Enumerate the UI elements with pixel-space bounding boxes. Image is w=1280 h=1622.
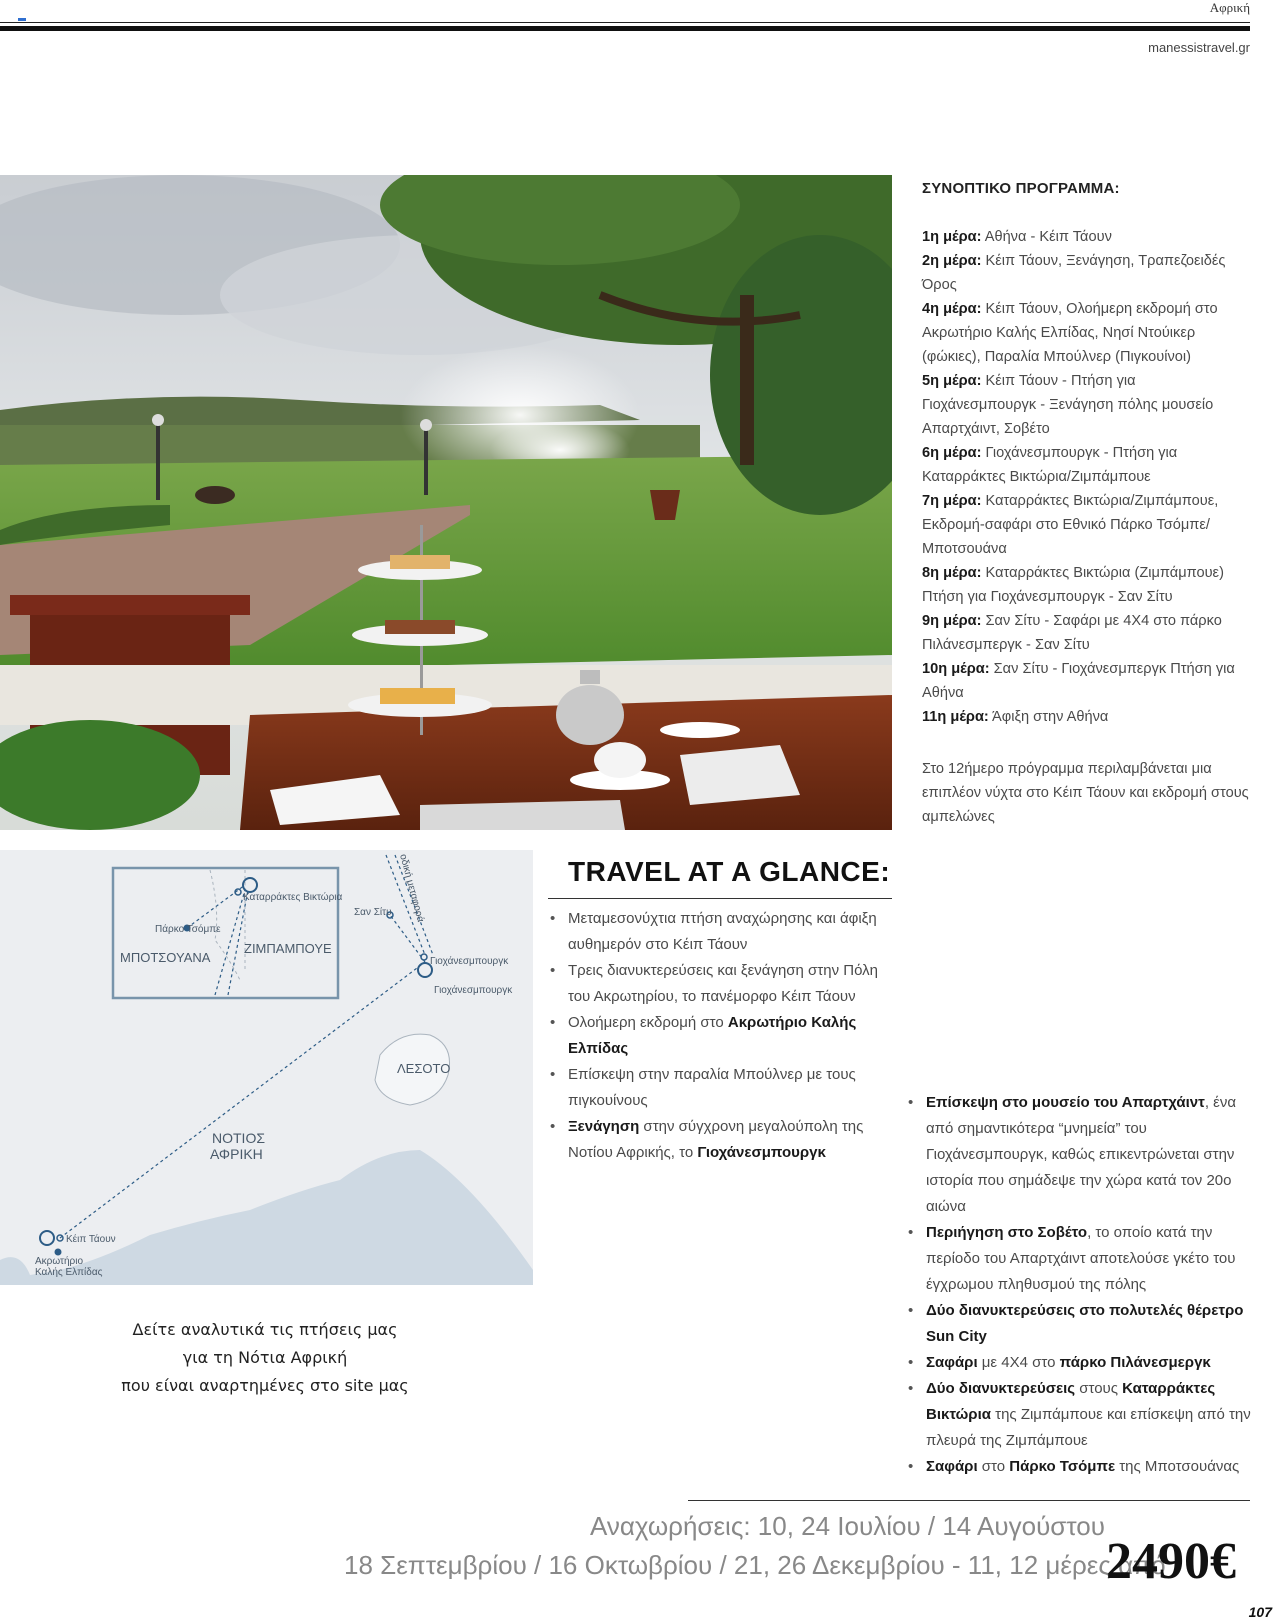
header-rule-thin — [0, 22, 1250, 23]
program-day-text: Άφιξη στην Αθήνα — [988, 709, 1109, 725]
header-mark — [18, 18, 26, 21]
glance-item-text: στους — [1075, 1380, 1123, 1397]
glance-item — [906, 1350, 1256, 1376]
map-label-south-africa-1: ΝΟΤΙΟΣ — [212, 1130, 265, 1146]
program-day-label: 11η μέρα: — [922, 709, 989, 725]
program-day-text: Σαν Σίτυ - Γιοχάνεσμπεργκ Πτήση για Αθήνα — [922, 661, 1235, 701]
glance-item — [548, 1010, 888, 1062]
program-day-label: 4η μέρα: — [922, 301, 982, 317]
program-day — [922, 489, 1252, 561]
map-label-road-transfer: οδική μεταφορά — [397, 852, 426, 924]
program-day-label: 6η μέρα: — [922, 445, 982, 461]
glance-item-highlight: Δύο διανυκτερεύσεις — [926, 1380, 1076, 1397]
program-day-label: 8η μέρα: — [922, 565, 982, 581]
program-day-text: Γιοχάνεσμπουργκ - Πτήση για Καταρράκτες Βικτώρια/Ζιμπάμπουε — [922, 445, 1178, 485]
flights-note-line-2: για τη Νότια Αφρική — [182, 1348, 348, 1367]
glance-item-text: , το οποίο κατά την περίοδο του Απαρτχάιντ αποτελούσε γκέτο του έγχρωμου πληθυσμού της πόλης — [926, 1224, 1236, 1293]
glance-item-highlight: Καταρράκτες Βικτώρια — [926, 1380, 1216, 1423]
glance-item — [906, 1454, 1256, 1480]
program-day-label: 5η μέρα: — [922, 373, 982, 389]
glance-item — [548, 958, 888, 1010]
glance-item-highlight: Ξενάγηση — [568, 1118, 640, 1135]
program-day — [922, 561, 1252, 609]
glance-item-text: Τρεις διανυκτερεύσεις και ξενάγηση στην Πόλη του Ακρωτηρίου, το πανέμορφο Κέιπ Τάουν — [568, 962, 878, 1005]
program-day-text: Καταρράκτες Βικτώρια (Ζιμπάμπουε) Πτήση για Γιοχάνεσμπουργκ - Σαν Σίτυ — [922, 565, 1224, 605]
glance-item — [548, 906, 888, 958]
program-title: ΣΥΝΟΠΤΙΚΟ ΠΡΟΓΡΑΜΜΑ: — [922, 180, 1120, 197]
program-day — [922, 225, 1252, 249]
glance-item-highlight: πάρκο Πιλάνεσμεργκ — [1059, 1354, 1211, 1371]
site-url: manessistravel.gr — [1148, 40, 1250, 55]
glance-item-text: στην σύγχρονη μεγαλούπολη της Νοτίου Αφρικής, το — [568, 1118, 864, 1161]
hotel-terrace-photo — [0, 175, 892, 830]
glance-list-left — [548, 906, 888, 1166]
section-title: Αφρική — [1209, 0, 1250, 15]
program-day-label: 1η μέρα: — [922, 229, 982, 245]
program-note: Στο 12ήμερο πρόγραμμα περιλαμβάνεται μια επιπλέον νύχτα στο Κέιπ Τάουν και εκδρομή στους αμπελώνες — [922, 761, 1249, 825]
map-label-cape-1: Ακρωτήριο — [35, 1256, 84, 1267]
header-rule-thick — [0, 26, 1250, 31]
program-day — [922, 297, 1252, 369]
glance-item-text: Επίσκεψη στην παραλία Μπούλνερ με τους πιγκουίνους — [568, 1066, 856, 1109]
glance-item-text: με 4Χ4 στο — [977, 1354, 1060, 1371]
glance-list-right — [906, 1090, 1256, 1480]
glance-item-highlight: Επίσκεψη στο μουσείο του Απαρτχάιντ — [926, 1094, 1205, 1111]
glance-item-highlight: Σαφάρι — [926, 1354, 978, 1371]
program-day-text: Κέιπ Τάουν, Ξενάγηση, Τραπεζοειδές Όρος — [922, 253, 1226, 293]
map-label-zimbabwe: ΖΙΜΠΑΜΠΟΥΕ — [244, 941, 332, 956]
glance-item-text: , ένα από σημαντικότερα “μνημεία” του Γιοχάνεσμπουργκ, καθώς επικεντρώνεται στην ιστορία που σημάδεψε την χώρα κατά τον 20ο αιώνα — [926, 1094, 1237, 1215]
map-label-capetown: Κέιπ Τάουν — [66, 1234, 116, 1245]
flights-note-line-3: που είναι αναρτημένες στο site μας — [121, 1376, 409, 1395]
program-day-label: 10η μέρα: — [922, 661, 990, 677]
page-number: 107 — [1248, 1604, 1272, 1620]
glance-item-text: Ολοήμερη εκδρομή στο — [568, 1014, 728, 1031]
glance-item-highlight: Περιήγηση στο Σοβέτο — [926, 1224, 1088, 1241]
glance-item-text: της Μποτσουάνας — [1115, 1458, 1240, 1475]
glance-item — [906, 1220, 1256, 1298]
map-label-lesotho: ΛΕΣΟΤΟ — [397, 1061, 451, 1076]
program-day-text: Κέιπ Τάουν - Πτήση για Γιοχάνεσμπουργκ - Ξενάγηση πόλης μουσείο Απαρτχάιντ, Σοβέτο — [922, 373, 1214, 437]
price: 2490€ — [1106, 1533, 1236, 1590]
map-label-south-africa-2: ΑΦΡΙΚΗ — [210, 1146, 263, 1162]
footer-rule — [688, 1500, 1250, 1501]
map-label-chobe: Πάρκο Τσόμπε — [155, 924, 221, 935]
glance-item — [906, 1090, 1256, 1220]
program-day — [922, 249, 1252, 297]
glance-title: TRAVEL AT A GLANCE: — [568, 856, 891, 887]
program-day — [922, 369, 1252, 441]
departures-line-2: 18 Σεπτεμβρίου / 16 Οκτωβρίου / 21, 26 Δεκεμβρίου - 11, 12 μέρες από — [344, 1550, 1166, 1580]
glance-item — [548, 1062, 888, 1114]
glance-item-text: στο — [977, 1458, 1010, 1475]
map-label-johannesburg-2: Γιοχάνεσμπουργκ — [434, 985, 513, 996]
glance-item-highlight: Ακρωτήριο Καλής Ελπίδας — [568, 1014, 857, 1057]
departures-line-1: Αναχωρήσεις: 10, 24 Ιουλίου / 14 Αυγούστου — [590, 1511, 1105, 1541]
program-day-text: Αθήνα - Κέιπ Τάουν — [981, 229, 1112, 245]
glance-item-text: Μεταμεσονύχτια πτήση αναχώρησης και άφιξη αυθημερόν στο Κέιπ Τάουν — [568, 910, 877, 953]
glance-item — [906, 1298, 1256, 1350]
program-day — [922, 657, 1252, 705]
program-day-text: Καταρράκτες Βικτώρια/Ζιμπάμπουε, Εκδρομή-σαφάρι στο Εθνικό Πάρκο Τσόμπε/ Μποτσουάνα — [922, 493, 1219, 557]
map-label-cape-2: Καλής Ελπίδας — [35, 1267, 103, 1278]
glance-item-highlight: Σαφάρι — [926, 1458, 978, 1475]
glance-item — [548, 1114, 888, 1166]
glance-item-highlight: Γιοχάνεσμπουργκ — [697, 1144, 826, 1161]
glance-item-text: της Ζιμπάμπουε και επίσκεψη από την πλευρά της Ζιμπάμπουε — [926, 1406, 1251, 1449]
map-label-suncity: Σαν Σίτυ — [354, 907, 392, 918]
program-day-label: 9η μέρα: — [922, 613, 982, 629]
program-day-label: 7η μέρα: — [922, 493, 982, 509]
program-day — [922, 609, 1252, 657]
flights-note-line-1: Δείτε αναλυτικά τις πτήσεις μας — [132, 1320, 398, 1339]
glance-item-highlight: Πάρκο Τσόμπε — [1009, 1458, 1116, 1475]
program-day — [922, 441, 1252, 489]
program-day-label: 2η μέρα: — [922, 253, 982, 269]
program-days — [922, 225, 1252, 729]
glance-rule — [548, 898, 892, 899]
flights-note — [60, 1316, 470, 1400]
program-day-text: Σαν Σίτυ - Σαφάρι με 4Χ4 στο πάρκο Πιλάνεσμπεργκ - Σαν Σίτυ — [922, 613, 1222, 653]
route-map — [0, 850, 533, 1285]
glance-item — [906, 1376, 1256, 1454]
map-label-johannesburg-1: Γιοχάνεσμπουργκ — [430, 956, 509, 967]
map-label-botswana: ΜΠΟΤΣΟΥΑΝΑ — [120, 950, 211, 965]
glance-item-highlight: Δύο διανυκτερεύσεις στο πολυτελές θέρετρο Sun City — [926, 1302, 1244, 1345]
program-day-text: Κέιπ Τάουν, Ολοήμερη εκδρομή στο Ακρωτήριο Καλής Ελπίδας, Νησί Ντούικερ (φώκιες), Παραλία Μπούλνερ (Πιγκουίνοι) — [922, 301, 1218, 365]
map-label-victoria: Καταρράκτες Βικτώρια — [243, 892, 343, 903]
program-day — [922, 705, 1252, 729]
